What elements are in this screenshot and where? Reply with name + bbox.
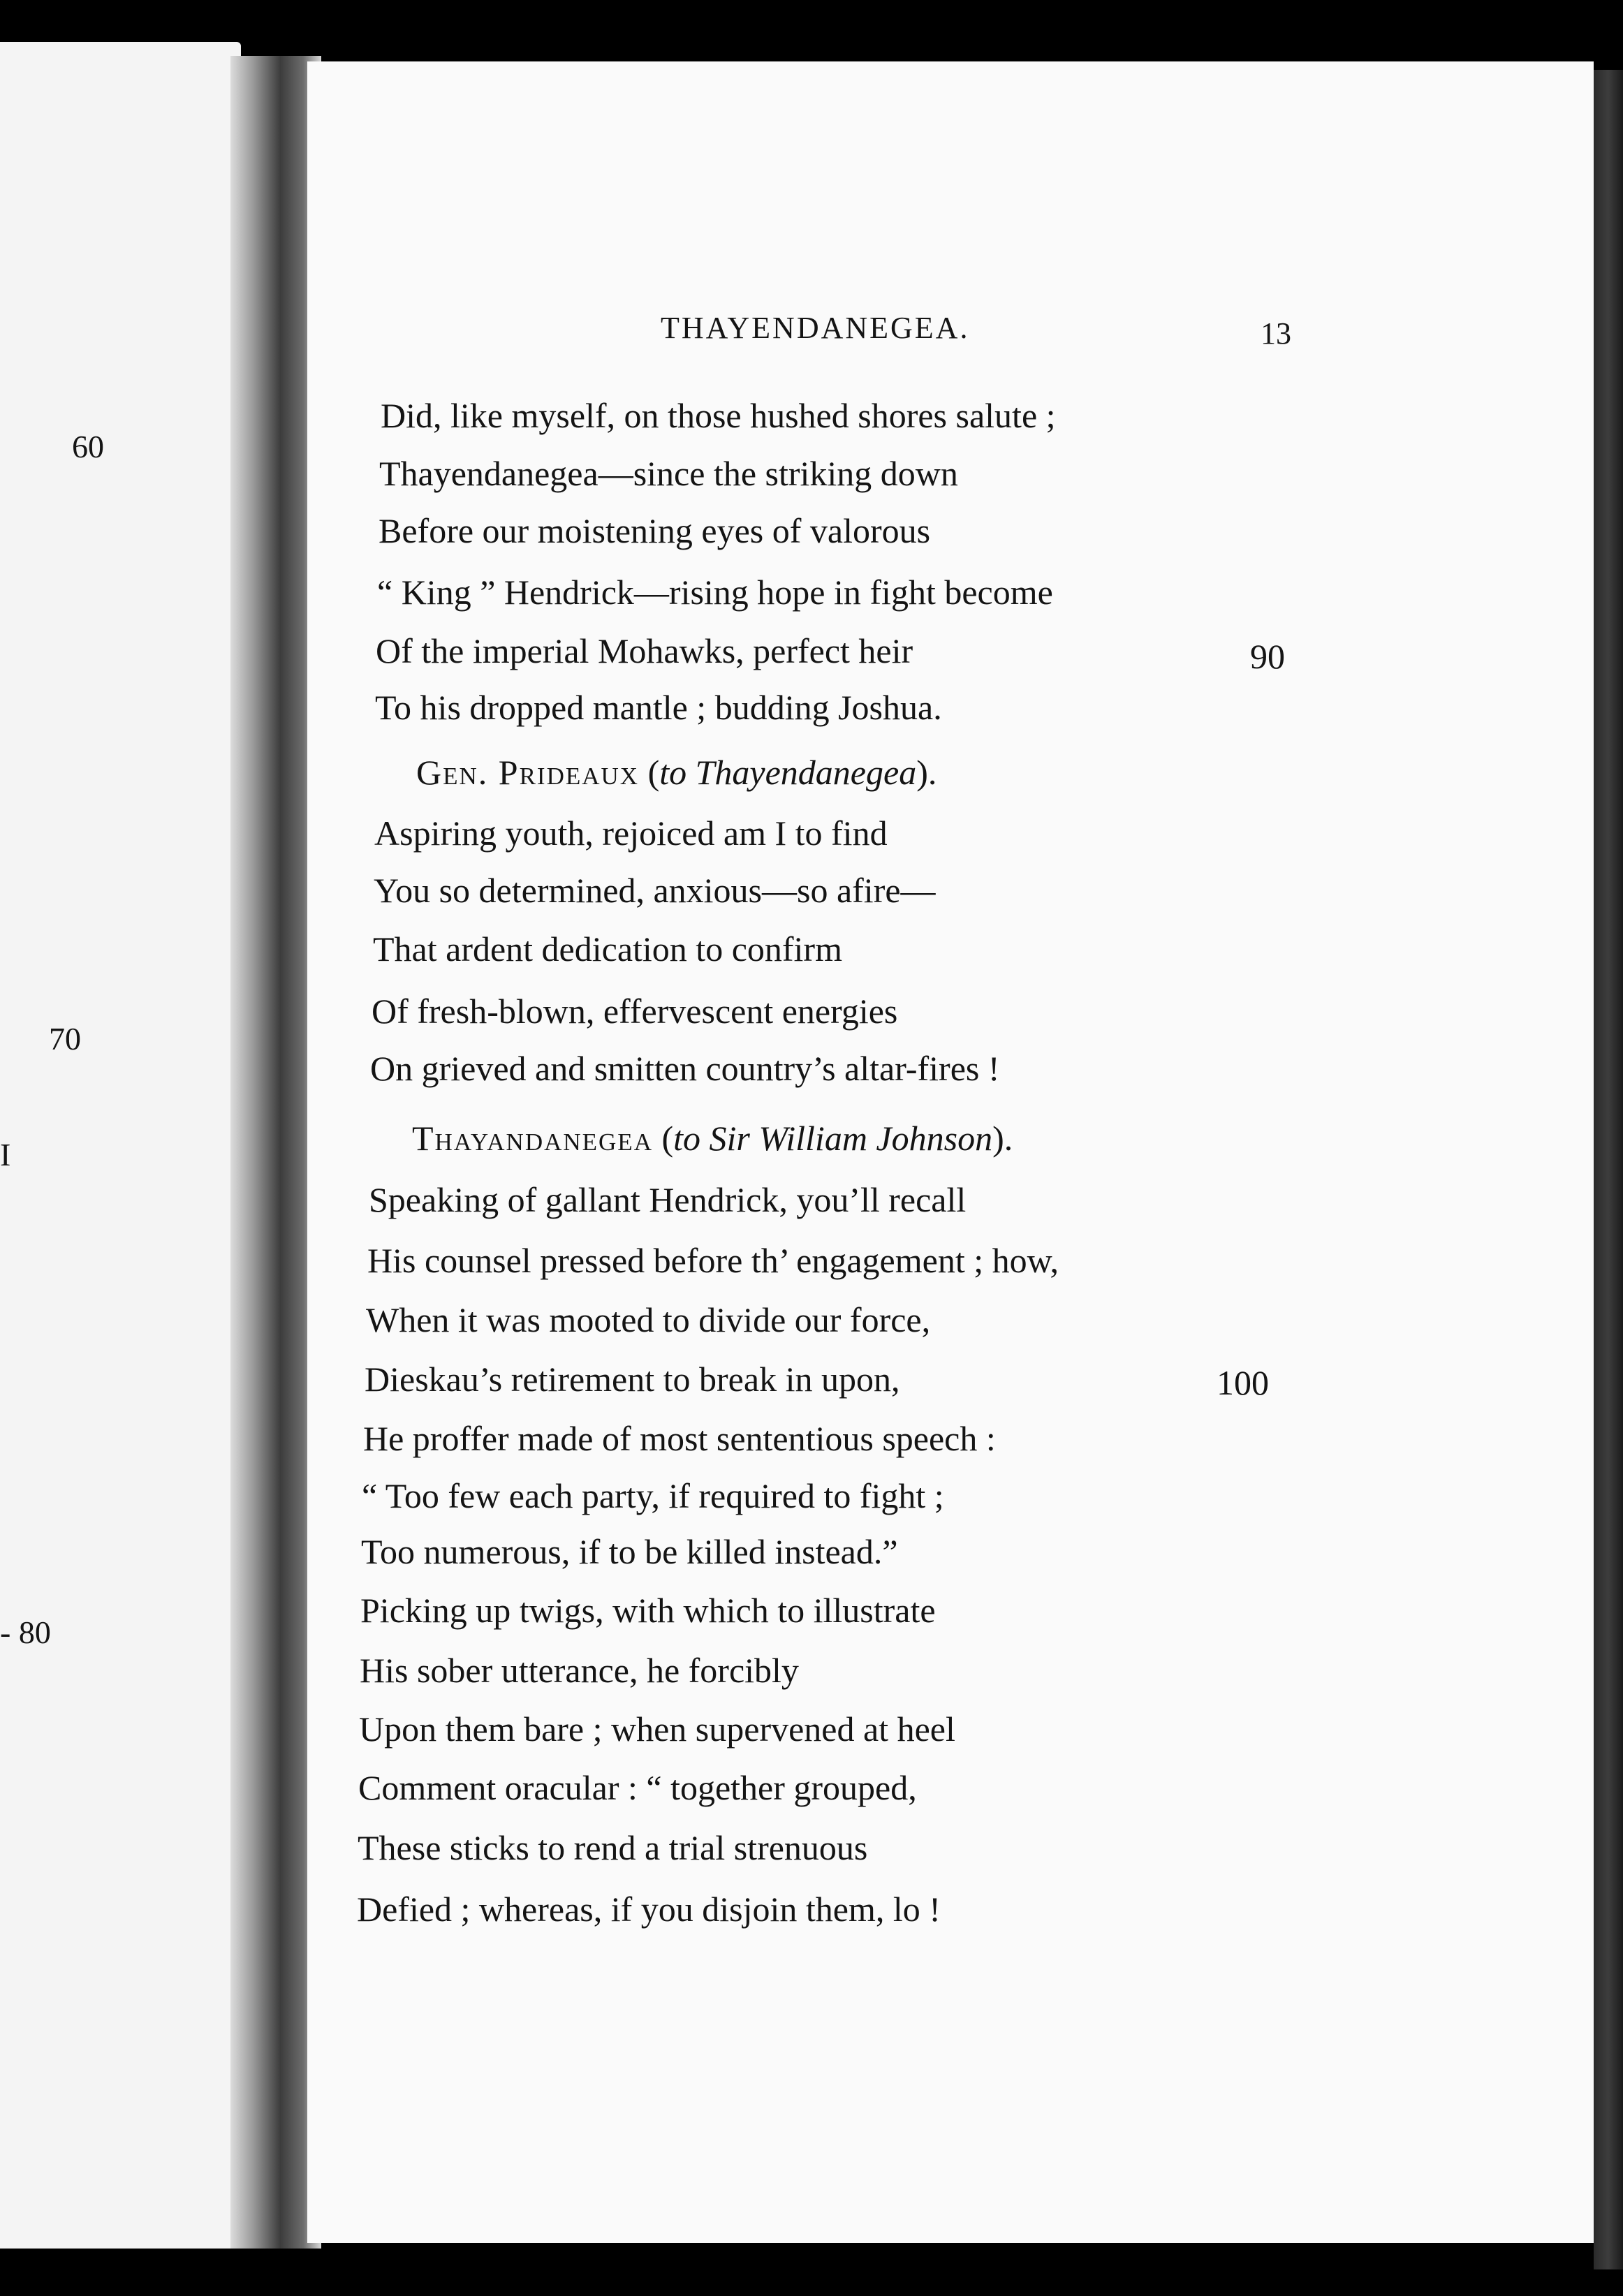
verse-line: “ King ” Hendrick—rising hope in fight become bbox=[377, 573, 1053, 612]
speaker-name: Thayandanegea bbox=[412, 1119, 653, 1158]
speaker-heading bbox=[412, 1117, 1013, 1159]
book-binding-edge bbox=[1594, 70, 1623, 2269]
verse-line: Speaking of gallant Hendrick, you’ll recall bbox=[369, 1180, 967, 1219]
stage-direction: to Thayendanegea bbox=[659, 753, 917, 792]
line-number-80: - 80 bbox=[0, 1614, 51, 1650]
verse-line: Too numerous, if to be killed instead.” bbox=[361, 1532, 898, 1571]
verse-line: “ Too few each party, if required to fight ; bbox=[362, 1476, 944, 1515]
verse-line: These sticks to rend a trial strenuous bbox=[358, 1828, 868, 1867]
verse-line: That ardent dedication to confirm bbox=[373, 929, 842, 969]
verse-line: On grieved and smitten country’s altar-fires ! bbox=[370, 1049, 1000, 1088]
speaker-name: Gen. Prideaux bbox=[416, 753, 640, 792]
paren-close: ). bbox=[992, 1119, 1013, 1158]
verse-line: Comment oracular : “ together grouped, bbox=[358, 1768, 917, 1807]
paren-open: ( bbox=[647, 753, 660, 792]
line-number-100: 100 bbox=[1217, 1363, 1269, 1402]
paren-open: ( bbox=[661, 1119, 674, 1158]
verse-line: Before our moistening eyes of valorous bbox=[379, 511, 931, 550]
verse-line: Did, like myself, on those hushed shores salute ; bbox=[381, 396, 1056, 435]
stage-direction: to Sir William Johnson bbox=[673, 1119, 993, 1158]
verse-line: He proffer made of most sententious speech : bbox=[363, 1419, 996, 1458]
verse-line: His counsel pressed before th’ engagement ; how, bbox=[367, 1241, 1059, 1280]
verse-line: His sober utterance, he forcibly bbox=[360, 1651, 799, 1690]
verse-line: When it was mooted to divide our force, bbox=[366, 1300, 931, 1339]
speaker-heading bbox=[416, 751, 937, 793]
verse-line: Thayendanegea—since the striking down bbox=[379, 454, 958, 493]
running-header-title: THAYENDANEGEA. bbox=[661, 311, 970, 345]
margin-mark: I bbox=[0, 1137, 11, 1172]
paren-close: ). bbox=[916, 753, 937, 792]
verse-line: You so determined, anxious—so afire— bbox=[374, 871, 936, 910]
verse-line: Upon them bare ; when supervened at heel bbox=[359, 1709, 955, 1749]
verse-line: Dieskau’s retirement to break in upon, bbox=[365, 1360, 900, 1399]
verse-line: Of fresh-blown, effervescent energies bbox=[372, 992, 898, 1031]
verse-line: Picking up twigs, with which to illustrate bbox=[360, 1591, 936, 1630]
verse-line: Aspiring youth, rejoiced am I to find bbox=[374, 814, 888, 853]
verse-line: To his dropped mantle ; budding Joshua. bbox=[375, 688, 942, 727]
line-number-90: 90 bbox=[1250, 637, 1285, 676]
line-number-70: 70 bbox=[49, 1021, 81, 1057]
previous-page bbox=[0, 42, 241, 2249]
page-number: 13 bbox=[1261, 316, 1291, 351]
verse-line: Of the imperial Mohawks, perfect heir bbox=[376, 631, 913, 670]
line-number-60: 60 bbox=[72, 429, 104, 464]
verse-line: Defied ; whereas, if you disjoin them, lo ! bbox=[357, 1890, 941, 1929]
